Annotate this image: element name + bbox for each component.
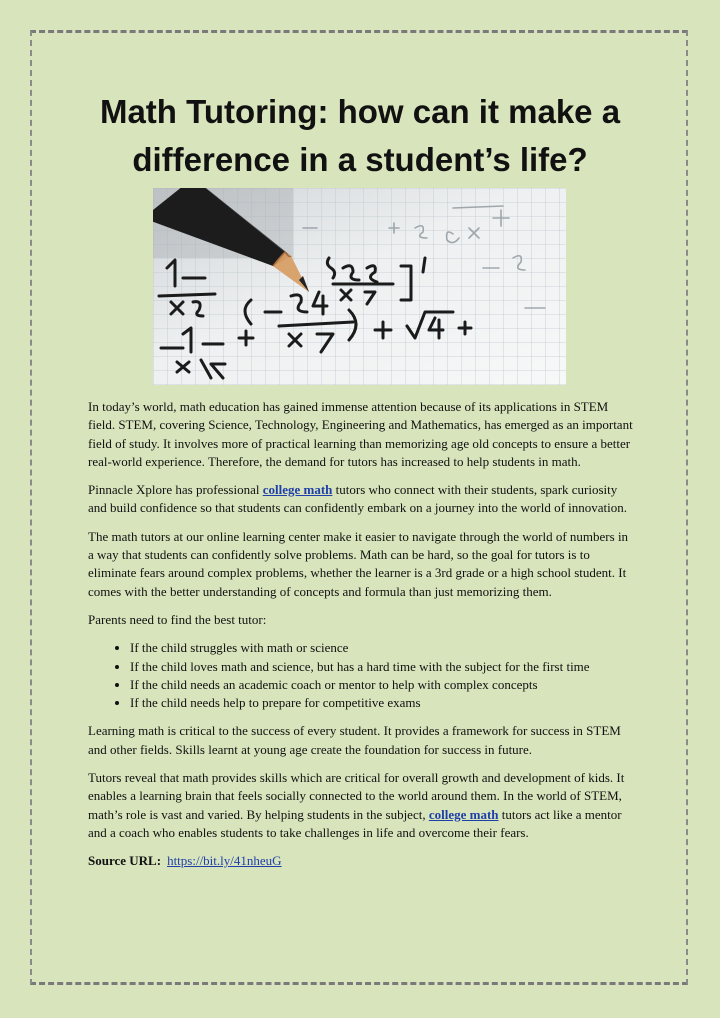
source-url-link[interactable]: https://bit.ly/41nheuG bbox=[167, 853, 282, 869]
list-item: • If the child needs an academic coach or mentor to help with complex concepts bbox=[130, 676, 636, 694]
paragraph-text: tutors who connect with their students, spark curiosity and build confidence so that students can confidently embark on a journey into the world of innovation. bbox=[88, 482, 628, 516]
paragraph-text: Pinnacle Xplore has professional bbox=[88, 482, 263, 498]
source-line bbox=[88, 852, 636, 870]
article-title bbox=[60, 88, 660, 184]
paragraph-pinnacle bbox=[88, 481, 636, 518]
pencil-on-math-paper-icon bbox=[153, 188, 566, 385]
tutor-criteria-list bbox=[88, 639, 636, 712]
college-math-link[interactable]: college math bbox=[262, 482, 333, 498]
paragraph-intro: In today’s world, math education has gained immense attention because of its applications in STEM field. STEM, covering Science, Technology, Engineering and Mathematics, has emerged as an important field of study. It involves more of practical learning than memorizing age old concepts to ensure a better real-world experience. Therefore, the demand for tutors has increased to help students in math. bbox=[88, 399, 633, 469]
paragraph-learning: Learning math is critical to the success of every student. It provides a framework for success in STEM and other fields. Skills learnt at young age create the foundation for success in future. bbox=[88, 723, 621, 757]
title-line-1: Math Tutoring: how can it make a bbox=[99, 93, 621, 130]
pencil-math-image bbox=[153, 188, 566, 385]
list-item: • If the child struggles with math or science bbox=[130, 639, 636, 657]
source-label: Source URL: bbox=[88, 853, 162, 869]
title-line-2: difference in a student’s life? bbox=[132, 141, 588, 178]
list-item: • If the child needs help to prepare for competitive exams bbox=[130, 694, 636, 712]
paragraph-parents: Parents need to find the best tutor: bbox=[88, 611, 267, 627]
college-math-link[interactable]: college math bbox=[428, 806, 499, 822]
paragraph-text: Tutors reveal that math provides skills which are critical for overall growth and development of kids. It enables a learning brain that feels socially connected to the world around them. In the world of STEM, math’s role is vast and varied. By helping students in the subject, bbox=[88, 770, 625, 822]
article-body bbox=[88, 398, 636, 881]
paragraph-text: tutors act like a mentor and a coach who enables students to take challenges in life and overcome their fears. bbox=[88, 806, 622, 840]
paragraph-skills bbox=[88, 769, 636, 842]
list-item: • If the child loves math and science, but has a hard time with the subject for the first time bbox=[130, 658, 636, 676]
paragraph-tutors: The math tutors at our online learning center make it easier to navigate through the world of numbers in a way that students can confidently solve problems. Math can be hard, so the goal for tutors is to eliminate fears around complex problems, whether the learner is a 3rd grade or a high school student. It comes with the better understanding of concepts and formula than just memorizing them. bbox=[88, 528, 629, 599]
